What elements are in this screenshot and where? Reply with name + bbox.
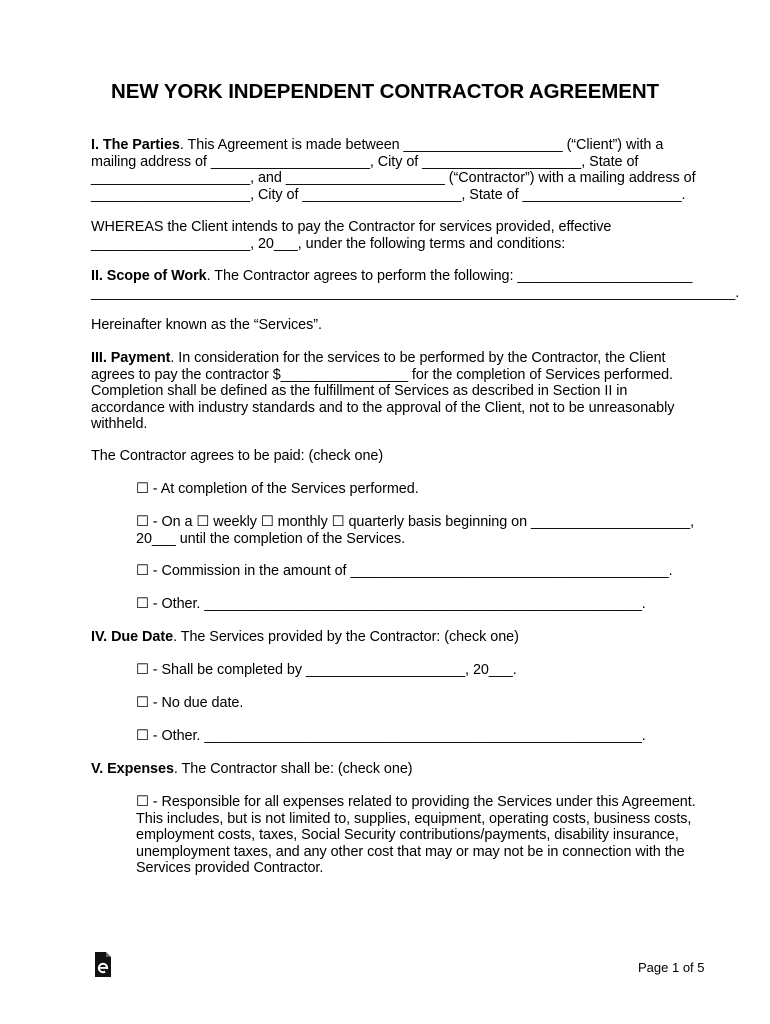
eforms-logo-icon	[94, 952, 112, 978]
payment-line-4: accordance with industry standards and to the approval of the Client, not to be unreasonably	[91, 399, 675, 416]
due-date-option-none: ☐ - No due date.	[136, 695, 244, 711]
due-date-heading: IV. Due Date	[91, 629, 174, 645]
parties-line-1: I. The Parties. This Agreement is made between ____________________ (“Client”) with a	[91, 137, 664, 153]
payment-line-2: agrees to pay the contractor $________________ for the completion of Services performed.	[91, 366, 673, 383]
document-title: NEW YORK INDEPENDENT CONTRACTOR AGREEMENT	[111, 80, 659, 103]
parties-heading: I. The Parties	[91, 137, 180, 153]
parties-line-3: ____________________, and ____________________ (“Contractor”) with a mailing address of	[91, 170, 696, 186]
scope-heading: II. Scope of Work	[91, 268, 207, 284]
due-date-line: IV. Due Date. The Services provided by the Contractor: (check one)	[91, 629, 519, 645]
due-date-option-other: ☐ - Other. _______________________________________________________.	[136, 728, 646, 744]
expenses-option-line-4: unemployment taxes, and any other cost that may or may not be in connection with the	[136, 843, 685, 860]
expenses-line: V. Expenses. The Contractor shall be: (check one)	[91, 761, 413, 777]
expenses-option-line-1: ☐ - Responsible for all expenses related to providing the Services under this Agreement.	[136, 794, 696, 810]
whereas-line-1: WHEREAS the Client intends to pay the Contractor for services provided, effective	[91, 219, 612, 235]
payment-option-periodic-line-2: 20___ until the completion of the Services.	[136, 530, 406, 547]
services-note: Hereinafter known as the “Services”.	[91, 317, 322, 333]
expenses-heading: V. Expenses	[91, 761, 174, 777]
payment-option-completion: ☐ - At completion of the Services performed.	[136, 481, 419, 497]
paid-prompt: The Contractor agrees to be paid: (check one)	[91, 448, 384, 464]
expenses-option-line-5: Services provided Contractor.	[136, 860, 324, 876]
payment-option-periodic-line-1: ☐ - On a ☐ weekly ☐ monthly ☐ quarterly basis beginning on ____________________,	[136, 514, 695, 530]
payment-line-1: III. Payment. In consideration for the services to be performed by the Contractor, the Client	[91, 350, 666, 366]
whereas-line-2: ____________________, 20___, under the following terms and conditions:	[91, 235, 566, 252]
payment-line-3: Completion shall be defined as the fulfillment of Services as described in Section II in	[91, 383, 628, 399]
parties-line-4: ____________________, City of ____________________, State of ____________________.	[91, 186, 686, 203]
scope-line-1: II. Scope of Work. The Contractor agrees to perform the following: ______________________	[91, 268, 693, 284]
expenses-option-line-2: This includes, but is not limited to, supplies, equipment, operating costs, business costs,	[136, 810, 692, 827]
scope-line-2: _________________________________________________________________________________.	[91, 284, 740, 301]
due-date-option-completed-by: ☐ - Shall be completed by ____________________, 20___.	[136, 662, 517, 678]
page-number: Page 1 of 5	[638, 960, 705, 975]
parties-line-2: mailing address of ____________________, City of ____________________, State of	[91, 153, 639, 170]
payment-heading: III. Payment	[91, 350, 171, 366]
expenses-option-line-3: employment costs, taxes, Social Security contributions/payments, disability insurance,	[136, 827, 679, 843]
payment-option-other: ☐ - Other. _______________________________________________________.	[136, 596, 646, 612]
payment-option-commission: ☐ - Commission in the amount of ________________________________________.	[136, 563, 673, 579]
payment-line-5: withheld.	[91, 416, 148, 432]
